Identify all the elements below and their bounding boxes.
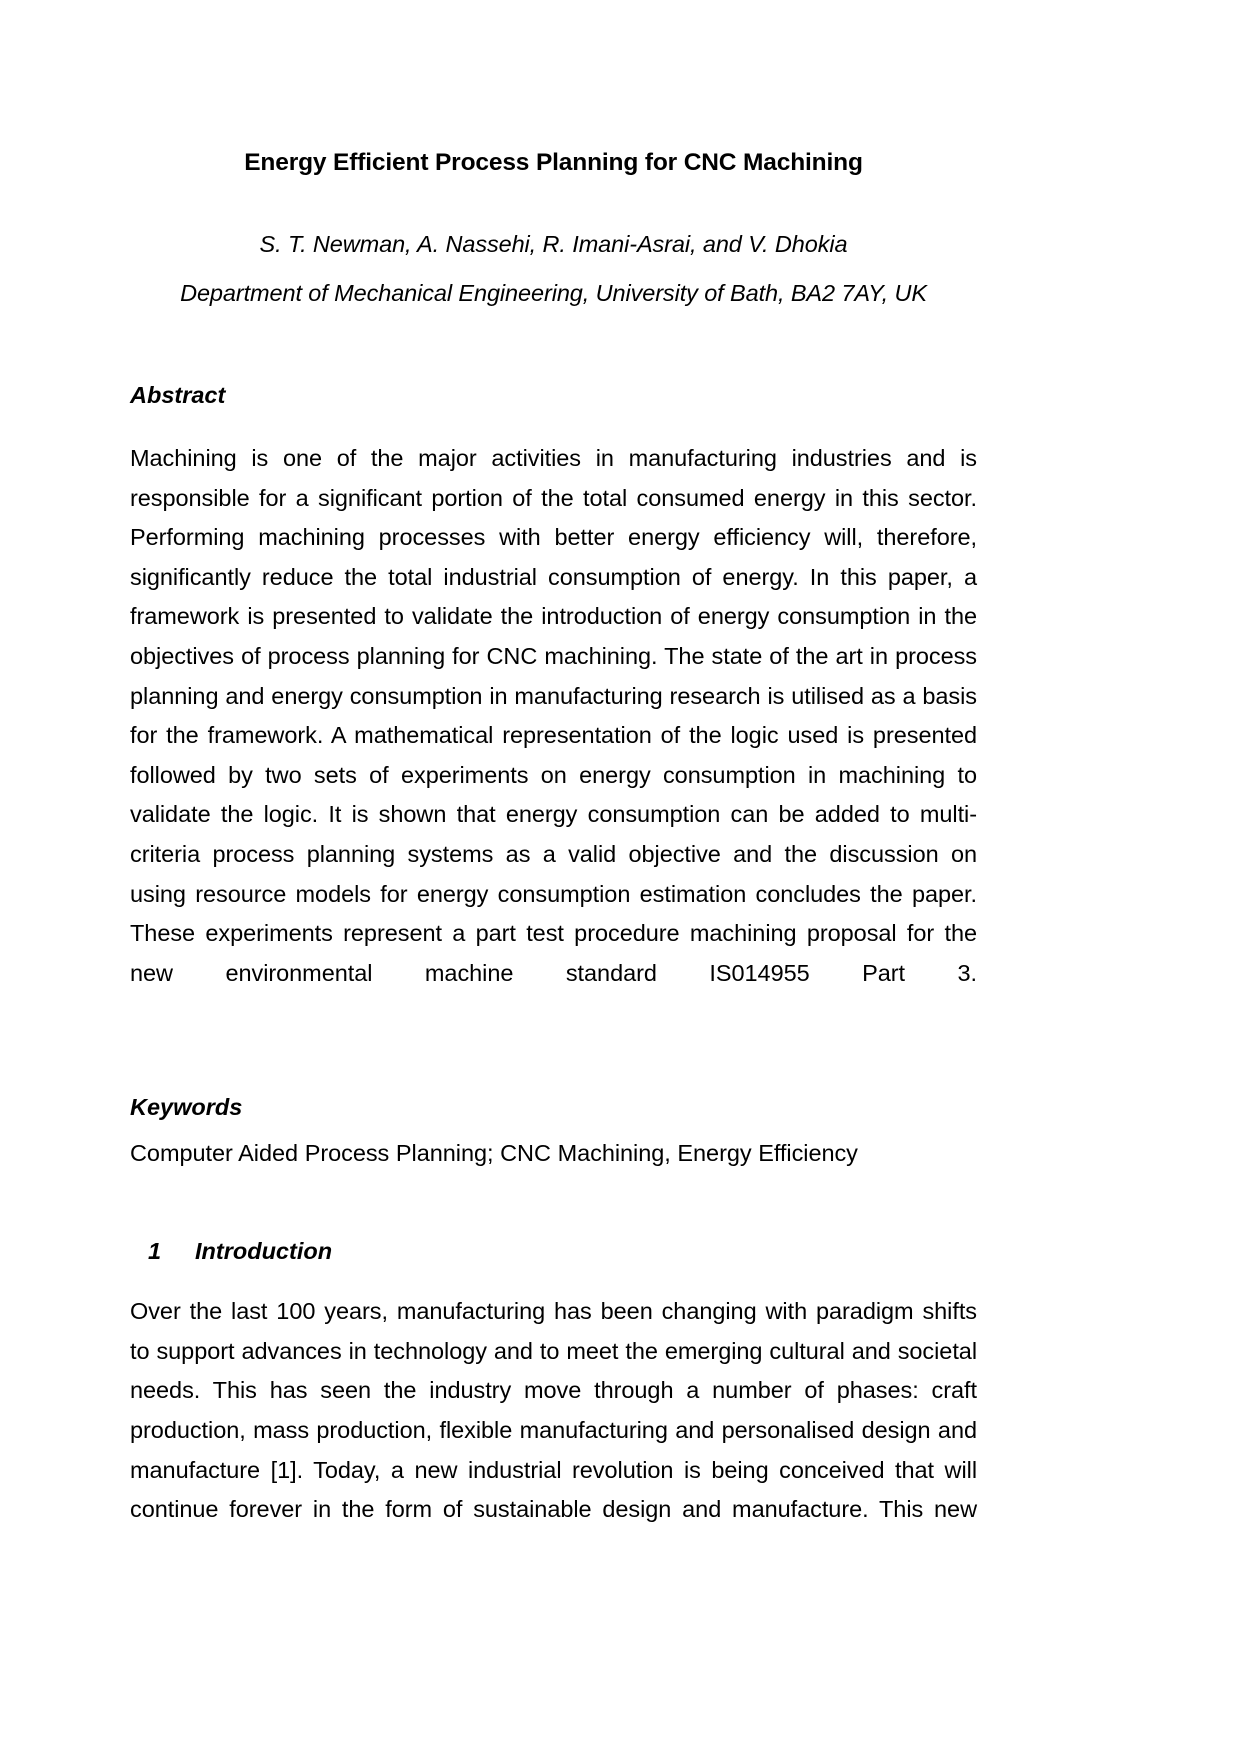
keywords-text: Computer Aided Process Planning; CNC Machining, Energy Efficiency [130,1139,858,1166]
abstract-heading: Abstract [130,382,226,409]
introduction-text: Over the last 100 years, manufacturing has been changing with paradigm shifts to support advances in technology and to meet the emerging cultural and societal needs. This has seen the industry move through a number of phases: craft production, mass production, flexible manufacturing and personalised design and manufacture [1]. Today, a new industrial revolution is being conceived that will continue forever in the form of sustainable design and manufacture. This new [130,1298,977,1523]
section-number: 1 [148,1238,162,1265]
keywords-heading: Keywords [130,1093,243,1120]
section-title: Introduction [195,1238,333,1265]
abstract-text: Machining is one of the major activities in manufacturing industries and is responsible for a significant portion of the total consumed energy in this sector. Performing machining processes with better energy efficiency will, therefore, significantly reduce the total industrial consumption of energy. In this paper, a framework is presented to validate the introduction of energy consumption in the objectives of process planning for CNC machining. The state of the art in process planning and energy consumption in manufacturing research is utilised as a basis for the framework. A mathematical representation of the logic used is presented followed by two sets of experiments on energy consumption in machining to validate the logic. It is shown that energy consumption can be added to multi-criteria process planning systems as a valid objective and the discussion on using resource models for energy consumption estimation concludes the paper. These experiments represent a part test procedure machining proposal for the new environmental machine standard IS014955 Part 3. [130,445,977,986]
author-affiliation: Department of Mechanical Engineering, University of Bath, BA2 7AY, UK [180,279,927,306]
page-title: Energy Efficient Process Planning for CNC Machining [244,149,863,176]
section-heading-introduction [130,1173,977,1268]
author-list: S. T. Newman, A. Nassehi, R. Imani-Asrai, and V. Dhokia [259,230,848,257]
page-content-column [130,0,977,1569]
